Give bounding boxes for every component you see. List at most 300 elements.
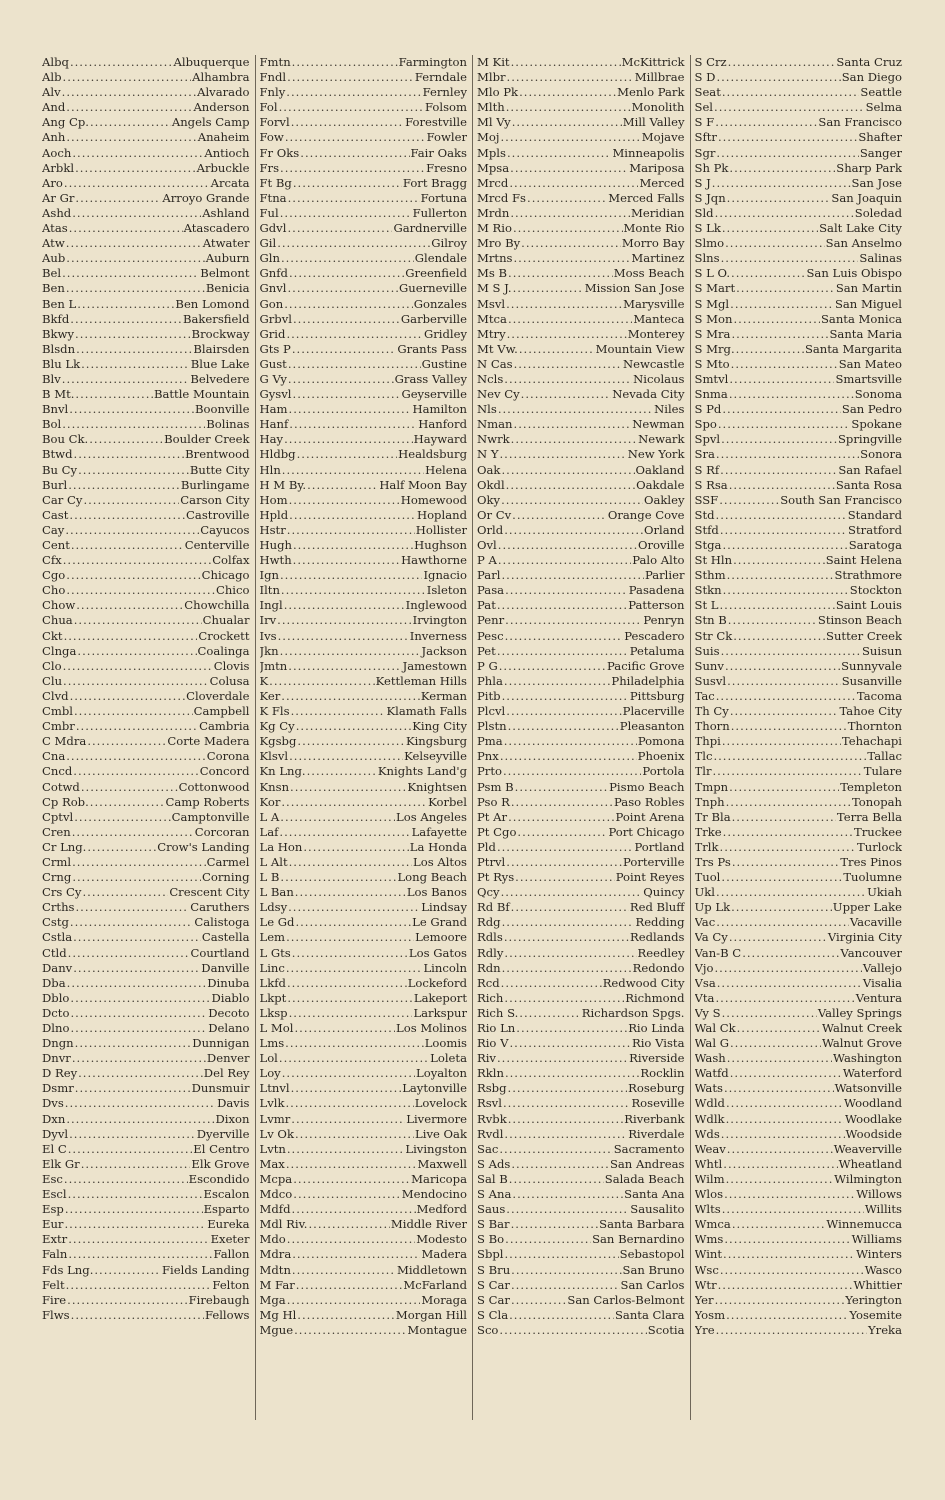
directory-entry (260, 1127, 468, 1142)
entry-place-name: San Bernardino (592, 1232, 685, 1247)
entry-abbreviation: Vy S (694, 1005, 721, 1020)
directory-entry (260, 1157, 468, 1172)
entry-place-name: Cayucos (200, 522, 250, 537)
directory-entry (260, 553, 468, 568)
entry-abbreviation: Bkfd (42, 311, 70, 326)
dot-leader (75, 1081, 191, 1096)
dot-leader (515, 780, 608, 795)
directory-entry (477, 1323, 685, 1338)
dot-leader (502, 915, 635, 930)
entry-abbreviation: Burl (42, 477, 68, 492)
entry-abbreviation: Wds (694, 1126, 720, 1141)
entry-place-name: Riverbank (624, 1111, 685, 1126)
dot-leader (68, 1232, 209, 1247)
entry-place-name: Alhambra (192, 70, 250, 85)
directory-entry (260, 1217, 468, 1232)
entry-place-name: Smartsville (835, 371, 902, 386)
directory-entry (695, 1172, 903, 1187)
dot-leader (81, 357, 190, 372)
entry-abbreviation: Vsa (694, 975, 716, 990)
dot-leader (508, 810, 614, 825)
entry-place-name: San Bruno (622, 1262, 685, 1277)
entry-place-name: Corcoran (194, 824, 250, 839)
entry-abbreviation: L Mol (259, 1021, 294, 1035)
directory-entry (477, 161, 685, 176)
directory-entry (477, 1232, 685, 1247)
entry-place-name: Standard (847, 507, 902, 522)
entry-place-name: Scotia (647, 1322, 685, 1337)
entry-place-name: Mojave (641, 130, 685, 145)
dot-leader (288, 281, 399, 296)
dot-leader (286, 85, 421, 100)
entry-abbreviation: Dlno (42, 1021, 70, 1035)
entry-abbreviation: Vta (694, 990, 715, 1005)
entry-place-name: Benicia (205, 281, 250, 296)
entry-abbreviation: Cr Lng. (42, 839, 87, 854)
entry-place-name: Felton (212, 1277, 250, 1292)
dot-leader (284, 432, 413, 447)
entry-place-name: Riverdale (628, 1126, 685, 1141)
entry-place-name: Meridian (631, 205, 685, 220)
dot-leader (718, 130, 857, 145)
directory-entry (42, 885, 250, 900)
entry-place-name: Santa Cruz (836, 55, 902, 69)
entry-abbreviation: Seat (694, 85, 721, 100)
entry-abbreviation: Wal Ck (694, 1021, 736, 1035)
entry-place-name: Santa Maria (829, 326, 902, 341)
dot-leader (72, 1051, 206, 1066)
directory-entry (477, 538, 685, 553)
entry-abbreviation: Gts P (259, 341, 291, 356)
directory-entry (477, 1308, 685, 1323)
directory-entry (42, 1066, 250, 1081)
dot-leader (295, 1127, 414, 1142)
entry-abbreviation: D Rey (42, 1066, 78, 1081)
entry-place-name: Brentwood (185, 447, 250, 462)
entry-place-name: Crockett (198, 628, 250, 643)
entry-place-name: Moss Beach (613, 266, 685, 281)
dot-leader (279, 1051, 429, 1066)
entry-place-name: Santa Rosa (835, 477, 902, 492)
entry-place-name: Monolith (631, 100, 685, 115)
dot-leader (729, 387, 854, 402)
dot-leader (75, 1036, 192, 1051)
entry-abbreviation: Grbvl (259, 311, 292, 326)
directory-entry (695, 100, 903, 115)
dot-leader (517, 825, 607, 840)
entry-place-name: Oroville (637, 538, 685, 552)
entry-place-name: Albuquerque (173, 55, 250, 69)
entry-abbreviation: Wms (694, 1232, 724, 1247)
dot-leader (519, 1006, 580, 1021)
entry-place-name: Firebaugh (188, 1292, 250, 1307)
entry-place-name: Pomona (637, 734, 685, 749)
directory-entry (477, 297, 685, 312)
directory-entry (260, 191, 468, 206)
dot-leader (511, 55, 621, 70)
directory-entry (477, 598, 685, 613)
entry-place-name: Anaheim (197, 130, 250, 145)
directory-entry (695, 840, 903, 855)
dot-leader (75, 387, 153, 402)
directory-entry (695, 885, 903, 900)
entry-abbreviation: Crths (42, 900, 75, 915)
entry-abbreviation: Up Lk (694, 900, 731, 915)
entry-abbreviation: Jmtn (259, 658, 288, 673)
entry-place-name: Fortuna (420, 190, 467, 205)
directory-entry (695, 1036, 903, 1051)
entry-place-name: Chualar (202, 613, 250, 628)
entry-place-name: Point Arena (615, 809, 685, 824)
directory-entry (477, 900, 685, 915)
directory-column-2 (255, 55, 473, 1420)
directory-entry (42, 463, 250, 478)
directory-entry (42, 387, 250, 402)
directory-entry (260, 206, 468, 221)
dot-leader (287, 991, 413, 1006)
dot-leader (94, 1263, 161, 1278)
dot-leader (293, 312, 400, 327)
entry-place-name: Manteca (633, 311, 685, 326)
directory-entry (260, 236, 468, 251)
directory-entry (695, 1157, 903, 1172)
entry-abbreviation: El C (42, 1141, 67, 1156)
dot-leader (75, 327, 191, 342)
dot-leader (281, 583, 426, 598)
entry-place-name: Madera (421, 1247, 467, 1262)
directory-entry (695, 1232, 903, 1247)
entry-abbreviation: Klsvl (259, 749, 289, 764)
entry-place-name: Truckee (854, 824, 902, 839)
entry-abbreviation: Lvlk (259, 1096, 285, 1111)
directory-entry (42, 115, 250, 130)
directory-entry (477, 780, 685, 795)
entry-place-name: Santa Barbara (599, 1217, 685, 1232)
directory-entry (695, 961, 903, 976)
entry-place-name: Nevada City (612, 387, 685, 402)
directory-entry (42, 825, 250, 840)
dot-leader (504, 946, 636, 961)
entry-abbreviation: Aro (42, 175, 63, 190)
entry-place-name: Medford (416, 1202, 467, 1217)
directory-entry (477, 810, 685, 825)
directory-column-1 (42, 55, 255, 1420)
entry-place-name: Merced Falls (608, 190, 685, 205)
dot-leader (511, 795, 613, 810)
entry-abbreviation: Fmtn (259, 55, 291, 69)
dot-leader (732, 855, 839, 870)
entry-abbreviation: Rkln (477, 1066, 504, 1081)
entry-abbreviation: N Y (477, 447, 499, 462)
dot-leader (500, 749, 637, 764)
dot-leader (722, 538, 847, 553)
entry-place-name: San Miguel (834, 296, 902, 311)
dot-leader (269, 674, 374, 689)
dot-leader (508, 1081, 628, 1096)
directory-entry (477, 764, 685, 779)
entry-place-name: Live Oak (415, 1126, 467, 1141)
entry-place-name: Tulare (863, 764, 902, 779)
entry-place-name: Phoenix (637, 749, 685, 764)
entry-abbreviation: Bu Cy (42, 462, 78, 477)
entry-abbreviation: Max (259, 1156, 285, 1171)
directory-entry (695, 538, 903, 553)
dot-leader (291, 1112, 405, 1127)
entry-place-name: Santa Monica (820, 311, 902, 326)
entry-abbreviation: Aub (42, 251, 66, 266)
entry-place-name: Marysville (623, 296, 685, 311)
entry-place-name: Pacific Grove (607, 658, 685, 673)
dot-leader (69, 508, 185, 523)
entry-abbreviation: Sac (477, 1141, 499, 1156)
entry-place-name: Los Banos (406, 885, 467, 900)
directory-entry (260, 266, 468, 281)
directory-entry (42, 493, 250, 508)
entry-abbreviation: S F (694, 115, 715, 130)
directory-entry (42, 644, 250, 659)
entry-abbreviation: Mdfd (259, 1202, 291, 1217)
directory-entry (42, 297, 250, 312)
directory-column-4 (690, 55, 908, 1420)
directory-entry (695, 417, 903, 432)
dot-leader (66, 130, 196, 145)
directory-column-3 (472, 55, 690, 1420)
dot-leader (720, 523, 847, 538)
dot-leader (497, 644, 629, 659)
directory-entry (477, 719, 685, 734)
dot-leader (727, 568, 834, 583)
dot-leader (293, 1172, 410, 1187)
entry-abbreviation: Cfx (42, 553, 62, 568)
directory-entry (260, 1021, 468, 1036)
entry-abbreviation: Tuol (694, 870, 721, 885)
dot-leader (291, 1081, 402, 1096)
dot-leader (722, 221, 818, 236)
entry-place-name: Fort Bragg (402, 175, 467, 190)
entry-place-name: Knights Land'g (377, 764, 467, 779)
entry-abbreviation: Sal B (477, 1171, 508, 1186)
entry-abbreviation: Wdlk (694, 1111, 725, 1126)
dot-leader (521, 387, 612, 402)
entry-place-name: New York (627, 447, 685, 462)
entry-place-name: Middle River (390, 1217, 467, 1232)
directory-entry (695, 1323, 903, 1338)
dot-leader (511, 1293, 566, 1308)
dot-leader (712, 764, 862, 779)
dot-leader (498, 553, 631, 568)
directory-entry (477, 1081, 685, 1096)
entry-abbreviation: Vac (694, 915, 716, 930)
dot-leader (729, 161, 835, 176)
entry-abbreviation: Stga (694, 538, 722, 552)
dot-leader (287, 523, 415, 538)
entry-place-name: Fowler (426, 130, 467, 145)
entry-abbreviation: S Car (477, 1277, 510, 1292)
entry-place-name: Quincy (643, 885, 685, 900)
directory-entry (695, 991, 903, 1006)
entry-place-name: Bakersfield (182, 311, 250, 326)
entry-place-name: Escondido (188, 1171, 250, 1186)
entry-place-name: Larkspur (413, 1005, 467, 1020)
dot-leader (77, 644, 196, 659)
directory-entry (260, 508, 468, 523)
directory-entry (260, 689, 468, 704)
directory-entry (477, 795, 685, 810)
entry-place-name: San Joaquin (831, 190, 902, 205)
directory-entry (42, 1157, 250, 1172)
dot-leader (501, 493, 643, 508)
dot-leader (286, 930, 414, 945)
entry-abbreviation: Ar Gr (42, 190, 75, 205)
dot-leader (66, 281, 205, 296)
dot-leader (70, 991, 210, 1006)
dot-leader (504, 1127, 627, 1142)
entry-place-name: Stockton (849, 583, 902, 598)
dot-leader (303, 840, 408, 855)
directory-entry (477, 191, 685, 206)
directory-entry (695, 583, 903, 598)
directory-entry (260, 432, 468, 447)
dot-leader (70, 915, 193, 930)
entry-place-name: Los Molinos (396, 1021, 467, 1035)
directory-entry (695, 1051, 903, 1066)
entry-place-name: Montague (407, 1322, 467, 1337)
directory-entry (260, 1051, 468, 1066)
directory-entry (477, 281, 685, 296)
entry-place-name: San Martin (835, 281, 902, 296)
directory-entry (42, 855, 250, 870)
entry-place-name: Santa Margarita (804, 341, 902, 356)
entry-abbreviation: Wdld (694, 1096, 725, 1111)
directory-entry (260, 417, 468, 432)
entry-place-name: Hopland (416, 507, 467, 522)
directory-entry (695, 1263, 903, 1278)
entry-abbreviation: S J (694, 175, 711, 190)
dot-leader (75, 161, 196, 176)
dot-leader (292, 55, 398, 70)
directory-entry (477, 568, 685, 583)
entry-abbreviation: Clo (42, 658, 62, 673)
directory-entry (42, 1112, 250, 1127)
entry-place-name: Tonopah (851, 794, 902, 809)
entry-abbreviation: Hpld (259, 507, 289, 522)
dot-leader (726, 795, 851, 810)
directory-entry (695, 327, 903, 342)
directory-entry (42, 1247, 250, 1262)
directory-entry (260, 719, 468, 734)
entry-abbreviation: Gil (259, 236, 277, 251)
directory-entry (695, 749, 903, 764)
directory-entry (695, 161, 903, 176)
entry-place-name: Jackson (421, 643, 467, 658)
entry-abbreviation: Fire (42, 1292, 67, 1307)
entry-place-name: San Luis Obispo (806, 266, 902, 281)
directory-entry (42, 1036, 250, 1051)
directory-entry (477, 825, 685, 840)
entry-place-name: Sutter Creek (826, 628, 902, 643)
directory-entry (42, 1263, 250, 1278)
dot-leader (715, 206, 854, 221)
dot-leader (514, 251, 631, 266)
dot-leader (499, 447, 626, 462)
directory-entry (477, 870, 685, 885)
entry-abbreviation: Bnvl (42, 402, 69, 417)
dot-leader (722, 1202, 864, 1217)
entry-abbreviation: Moj (477, 130, 500, 145)
entry-abbreviation: Mrcd (477, 175, 509, 190)
dot-leader (289, 493, 400, 508)
directory-entry (42, 372, 250, 387)
directory-entry (695, 568, 903, 583)
directory-entry (695, 930, 903, 945)
entry-place-name: Folsom (424, 100, 467, 115)
entry-place-name: Morro Bay (621, 236, 685, 251)
directory-entry (42, 523, 250, 538)
entry-place-name: Loyalton (416, 1066, 467, 1081)
directory-entry (260, 1278, 468, 1293)
directory-entry (260, 146, 468, 161)
entry-place-name: La Honda (409, 839, 467, 854)
entry-abbreviation: B Mt. (42, 387, 75, 402)
entry-abbreviation: Pt Rys (477, 870, 515, 885)
dot-leader (508, 1112, 624, 1127)
entry-abbreviation: Lv Ok (259, 1126, 294, 1141)
entry-abbreviation: Mro By (477, 236, 521, 251)
entry-abbreviation: Dngn (42, 1036, 74, 1051)
directory-entry (42, 176, 250, 191)
dot-leader (503, 1096, 631, 1111)
entry-abbreviation: K (259, 673, 269, 688)
entry-abbreviation: N Cas (477, 356, 513, 371)
directory-entry (42, 312, 250, 327)
directory-entry (477, 749, 685, 764)
entry-abbreviation: Pld (477, 839, 496, 854)
entry-place-name: Valley Springs (817, 1005, 902, 1020)
entry-place-name: Dixon (215, 1111, 250, 1126)
entry-abbreviation: Sftr (694, 130, 717, 145)
dot-leader (733, 312, 820, 327)
directory-entry (260, 1006, 468, 1021)
entry-place-name: Lindsay (421, 900, 467, 915)
entry-place-name: Los Gatos (408, 945, 467, 960)
entry-place-name: Courtland (190, 945, 250, 960)
entry-place-name: Lemoore (415, 930, 467, 945)
dot-leader (731, 900, 832, 915)
entry-abbreviation: Ham (259, 402, 288, 417)
entry-abbreviation: S Mrg. (694, 341, 735, 356)
dot-leader (89, 432, 163, 447)
directory-entry (477, 115, 685, 130)
entry-place-name: Maxwell (417, 1156, 467, 1171)
entry-abbreviation: Mrdn (477, 205, 510, 220)
dot-leader (509, 1172, 604, 1187)
directory-entry (42, 1278, 250, 1293)
entry-place-name: San Jose (851, 175, 902, 190)
entry-abbreviation: Thorn (694, 719, 730, 734)
entry-place-name: Yreka (868, 1322, 902, 1337)
dot-leader (716, 1323, 867, 1338)
dot-leader (505, 583, 628, 598)
entry-abbreviation: Thpi (694, 734, 721, 749)
entry-place-name: Klamath Falls (386, 704, 467, 719)
dot-leader (507, 327, 627, 342)
entry-place-name: El Centro (193, 1141, 250, 1156)
entry-place-name: Wheatland (838, 1156, 902, 1171)
entry-place-name: Oakley (643, 492, 685, 507)
entry-abbreviation: Lvmr (259, 1111, 291, 1126)
entry-place-name: Long Beach (397, 870, 467, 885)
directory-entry (260, 1066, 468, 1081)
